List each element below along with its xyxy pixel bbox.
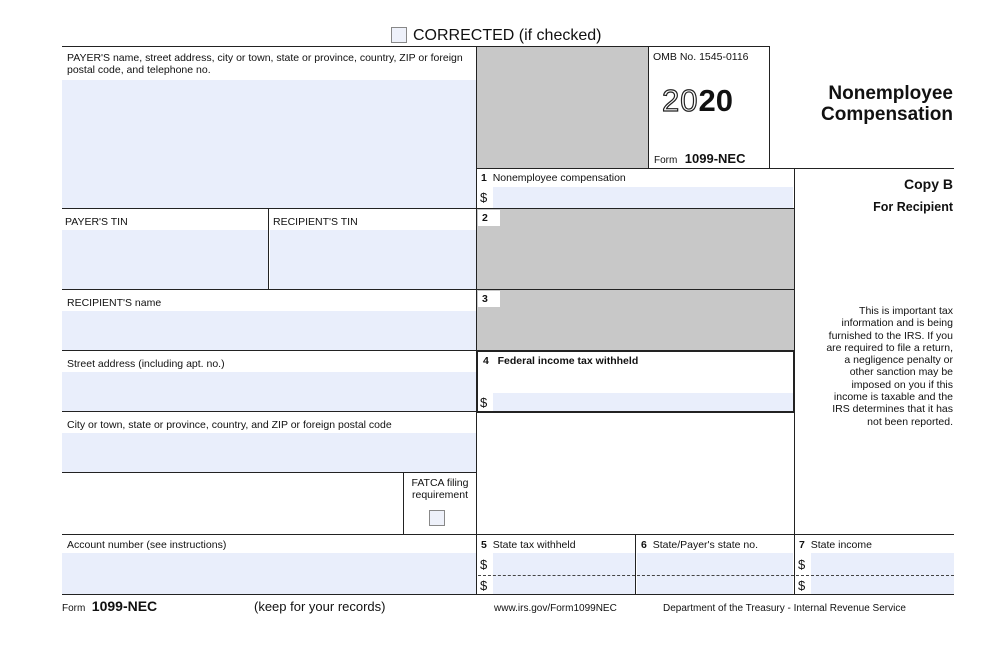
box1-field[interactable] (493, 187, 793, 208)
payer-tin-field[interactable] (62, 230, 268, 290)
box1-dollar: $ (480, 190, 488, 205)
recipient-tin-field[interactable] (270, 230, 476, 290)
box5-dollar-1: $ (480, 557, 488, 572)
form-title (780, 83, 953, 125)
city-field[interactable] (62, 433, 476, 473)
box6-field[interactable] (637, 553, 793, 595)
fatca-checkbox[interactable] (429, 510, 445, 526)
tax-year-light: 20 (662, 83, 699, 118)
payer-name-field[interactable] (62, 80, 476, 208)
recipient-name-label: RECIPIENT'S name (67, 297, 162, 309)
footer-form-name: Form 1099-NEC (62, 598, 158, 614)
street-address-label: Street address (including apt. no.) (67, 358, 225, 370)
form-title-line1: Nonemployee (828, 83, 953, 104)
footer-url[interactable]: www.irs.gov/Form1099NEC (494, 603, 617, 614)
box6-label: 6 State/Payer's state no. (641, 539, 759, 551)
footer-keep-records: (keep for your records) (254, 599, 386, 614)
omb-number: OMB No. 1545-0116 (653, 51, 749, 63)
payer-tin-label: PAYER'S TIN (65, 216, 128, 228)
box5-field[interactable] (493, 553, 635, 595)
omb-form-name: Form 1099-NEC (654, 151, 746, 166)
tax-year (662, 84, 733, 118)
copy-title: Copy B (904, 176, 953, 192)
box2-number: 2 (482, 212, 488, 224)
account-number-label: Account number (see instructions) (67, 539, 227, 551)
recipient-tin-label: RECIPIENT'S TIN (273, 216, 358, 228)
box1-label: 1 Nonemployee compensation (481, 172, 626, 184)
copy-subtitle: For Recipient (873, 200, 953, 214)
form-title-line2: Compensation (821, 104, 953, 125)
box4-label: 4 Federal income tax withheld (483, 355, 639, 367)
box5-label: 5 State tax withheld (481, 539, 576, 551)
box4-field[interactable] (493, 393, 793, 412)
box7-dollar-1: $ (798, 557, 806, 572)
tax-year-bold: 20 (698, 83, 733, 118)
box4-dollar: $ (480, 395, 488, 410)
box2-shaded (477, 209, 794, 289)
box5-dollar-2: $ (480, 578, 488, 593)
city-label: City or town, state or province, country, and ZIP or foreign postal code (67, 419, 392, 431)
box3-shaded (477, 290, 794, 350)
fatca-label: FATCA filing requirement (411, 477, 469, 501)
box7-field[interactable] (811, 553, 954, 595)
box7-dollar-2: $ (798, 578, 806, 593)
corrected-checkbox[interactable] (391, 27, 407, 43)
account-number-field[interactable] (62, 553, 476, 595)
footer-department: Department of the Treasury - Internal Revenue Service (663, 603, 906, 614)
copy-notice: This is important tax information and is being furnished to the IRS. If you are required to file a return, a negligence penalty or other sanction may be imposed on you if this income is taxable and the IRS determines that it has not been reported. (826, 305, 953, 428)
street-address-field[interactable] (62, 372, 476, 412)
box7-label: 7 State income (799, 539, 872, 551)
box3-number: 3 (482, 293, 488, 305)
corrected-label: CORRECTED (if checked) (413, 27, 602, 44)
shaded-area-top (477, 47, 648, 168)
payer-name-label: PAYER'S name, street address, city or town, state or province, country, ZIP or foreign postal code, and telephone no. (67, 52, 463, 76)
recipient-name-field[interactable] (62, 311, 476, 351)
